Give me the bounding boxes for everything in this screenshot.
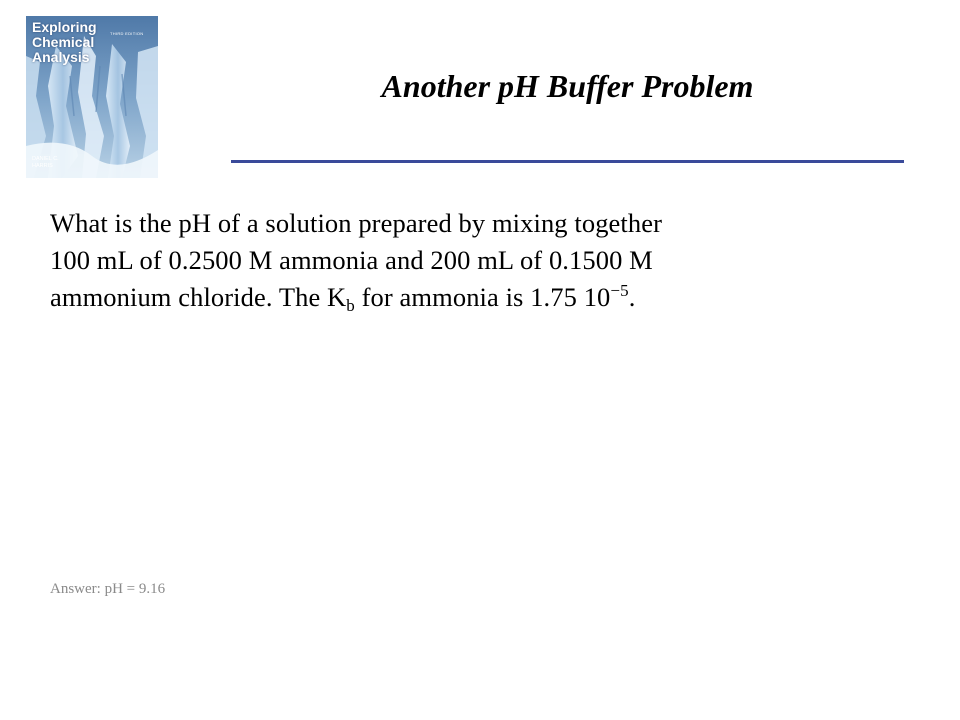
- question-line-3-end: .: [628, 282, 636, 312]
- question-text: [50, 205, 910, 316]
- title-underline-rule: [231, 160, 904, 163]
- question-line-1: What is the pH of a solution prepared by mixing together: [50, 208, 663, 238]
- question-line-3-middle: for ammonia is 1.75 10: [354, 282, 611, 312]
- cover-edition: THIRD EDITION: [110, 31, 144, 36]
- answer-text: Answer: pH = 9.16: [50, 581, 166, 597]
- book-cover-image: [26, 16, 158, 178]
- question-line-3: [50, 279, 910, 316]
- kb-subscript: b: [346, 296, 355, 315]
- exponent-superscript: −5: [610, 281, 629, 300]
- question-line-3-start: ammonium chloride. The K: [50, 282, 347, 312]
- question-line-2: 100 mL of 0.2500 M ammonia and 200 mL of 0.1500 M: [50, 245, 653, 275]
- cover-title: Exploring Chemical Analysis: [32, 19, 97, 65]
- cover-author: DANIEL C. HARRIS: [32, 156, 59, 169]
- slide-title: Another pH Buffer Problem: [381, 68, 754, 104]
